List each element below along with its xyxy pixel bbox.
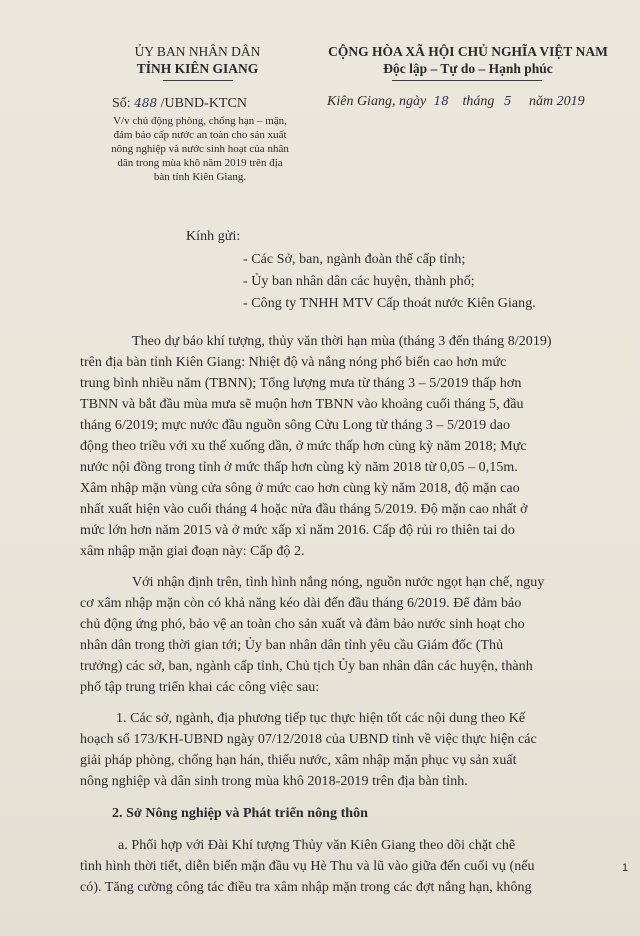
agency-underline <box>163 80 233 81</box>
subject-line: đảm bảo cấp nước an toàn cho sản xuất <box>113 129 287 141</box>
body-line: Theo dự báo khí tượng, thủy văn thời hạn mùa (tháng 3 đến tháng 8/2019) <box>132 334 552 349</box>
body-line: mức lớn hơn năm 2015 và ở mức xấp xỉ năm 2016. Cấp độ rủi ro thiên tai do <box>80 523 515 538</box>
body-line: động theo triều với xu thế xuống dần, ở mức thấp hơn cùng kỳ năm 2018; Mực <box>80 439 527 454</box>
body-line: Xâm nhập mặn vùng cửa sông ở mức cao hơn cùng kỳ năm 2018, độ mặn cao <box>80 481 520 496</box>
motto-underline <box>392 80 542 81</box>
body-line: nông nghiệp và dân sinh trong mùa khô 2018-2019 trên địa bàn tỉnh. <box>80 774 468 789</box>
date-month-label: tháng <box>462 94 495 109</box>
number-prefix: Số: <box>112 96 131 111</box>
issue-date <box>327 94 585 110</box>
subject-line: V/v chủ động phòng, chống hạn – mặn, <box>113 115 287 127</box>
date-year: năm 2019 <box>528 94 585 109</box>
body-line: a. Phối hợp với Đài Khí tượng Thủy văn Kiên Giang theo dõi chặt chẽ <box>118 838 516 853</box>
body-line: tháng 6/2019; mực nước đầu nguồn sông Cửu Long từ tháng 3 – 5/2019 dao <box>80 418 511 433</box>
section-heading: 2. Sở Nông nghiệp và Phát triển nông thôn <box>112 806 369 821</box>
handwritten-day: 18 <box>433 94 449 108</box>
subject-line: bàn tỉnh Kiên Giang. <box>153 171 247 183</box>
national-motto: Độc lập – Tự do – Hạnh phúc <box>383 61 553 76</box>
subject-line: dân trong mùa khô năm 2019 trên địa <box>117 157 283 169</box>
date-prefix: Kiên Giang, ngày <box>327 94 427 109</box>
document-number <box>112 96 247 112</box>
body-line: trung bình nhiều năm (TBNN); Tổng lượng mưa từ tháng 3 – 5/2019 thấp hơn <box>80 376 522 391</box>
body-line: nhất xuất hiện vào cuối tháng 4 hoặc nửa đầu tháng 5/2019. Độ mặn cao nhất ở <box>80 502 528 517</box>
issuing-province: TỈNH KIÊN GIANG <box>136 61 259 76</box>
subject-line: nông nghiệp và nước sinh hoạt của nhân <box>111 143 289 155</box>
recipient-item: - Các Sở, ban, ngành đoàn thể cấp tỉnh; <box>243 252 466 267</box>
issuing-agency: ỦY BAN NHÂN DÂN <box>134 44 261 59</box>
number-suffix: /UBND-KTCN <box>160 96 247 111</box>
handwritten-month: 5 <box>503 94 512 108</box>
body-line: trưởng) các sở, ban, ngành cấp tỉnh, Chủ tịch Ủy ban nhân dân các huyện, thành <box>80 659 533 674</box>
recipient-item: - Công ty TNHH MTV Cấp thoát nước Kiên Giang. <box>243 296 536 311</box>
body-line: chủ động ứng phó, bảo vệ an toàn cho sản xuất và đảm bảo nước sinh hoạt cho <box>80 617 525 632</box>
body-line: nước nội đồng trong tỉnh ở mức thấp hơn cùng kỳ năm 2018 từ 0,05 – 0,15m. <box>80 460 518 475</box>
body-line: phố tập trung triển khai các công việc sau: <box>80 680 320 695</box>
body-line: xâm nhập mặn giai đoạn này: Cấp độ 2. <box>80 544 305 559</box>
body-line: hoạch số 173/KH-UBND ngày 07/12/2018 của UBND tỉnh về việc thực hiện các <box>80 732 537 747</box>
page-number: 1 <box>622 862 629 874</box>
body-line: 1. Các sở, ngành, địa phương tiếp tục thực hiện tốt các nội dung theo Kế <box>116 711 526 726</box>
recipient-item: - Ủy ban nhân dân các huyện, thành phố; <box>243 274 475 289</box>
greeting: Kính gửi: <box>186 229 241 244</box>
body-line: cơ xâm nhập mặn còn có khả năng kéo dài đến đầu tháng 6/2019. Để đảm bảo <box>80 596 522 611</box>
body-line: TBNN và bắt đầu mùa mưa sẽ muộn hơn TBNN vào khoảng cuối tháng 5, đầu <box>80 397 524 412</box>
body-line: trên địa bàn tỉnh Kiên Giang: Nhiệt độ và nắng nóng phổ biến cao hơn mức <box>80 355 507 370</box>
body-line: có). Tăng cường công tác điều tra xâm nhập mặn trong các đợt nắng hạn, không <box>80 880 532 895</box>
national-title: CỘNG HÒA XÃ HỘI CHỦ NGHĨA VIỆT NAM <box>328 44 608 59</box>
body-line: nhân dân trong thời gian tới; Ủy ban nhân dân tỉnh yêu cầu Giám đốc (Thủ <box>80 638 504 653</box>
body-line: giải pháp phòng, chống hạn hán, thiếu nước, xâm nhập mặn phục vụ sản xuất <box>80 753 517 768</box>
handwritten-number: 488 <box>134 96 158 110</box>
body-line: tình hình thời tiết, diễn biến mặn đầu vụ Hè Thu và lũ vào giữa đến cuối vụ (nếu <box>80 859 535 874</box>
body-line: Với nhận định trên, tình hình nắng nóng, nguồn nước ngọt hạn chế, nguy <box>132 575 545 590</box>
subject-block <box>100 114 300 184</box>
